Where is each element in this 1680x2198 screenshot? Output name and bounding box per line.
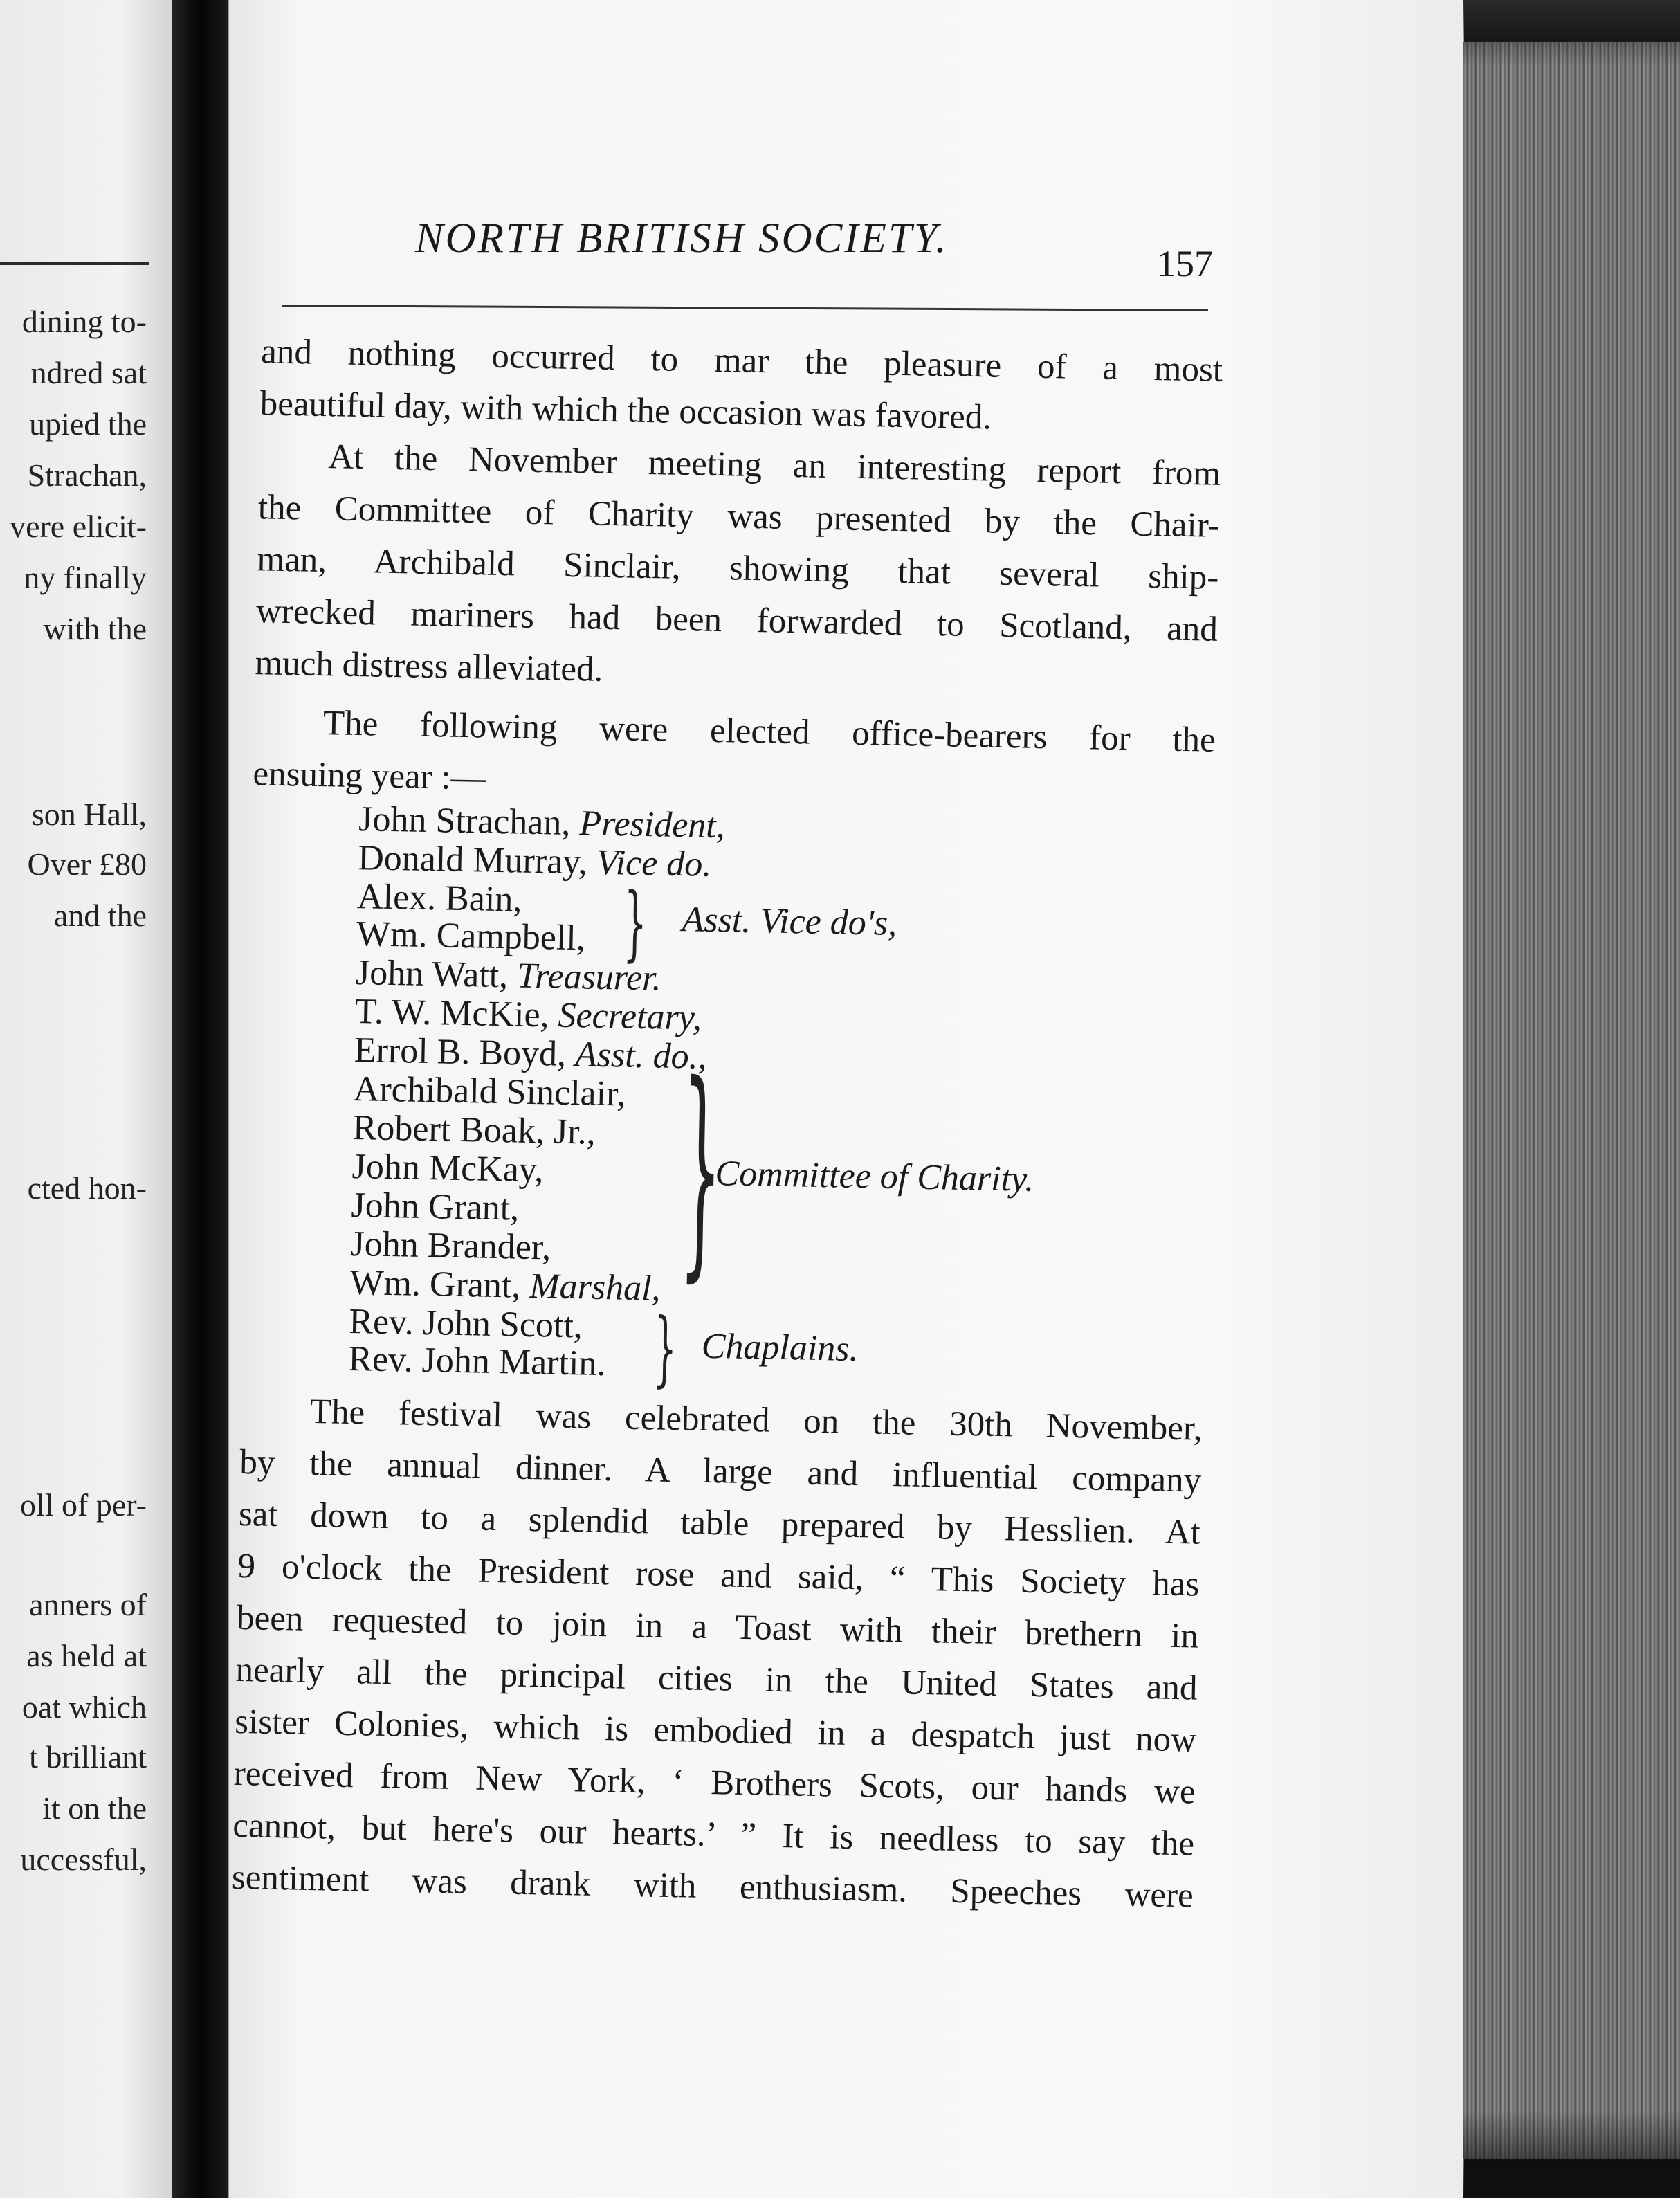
left-page-line: as held at [26,1638,147,1673]
officer-name: Robert Boak, Jr., [352,1108,596,1152]
left-page-line: oat which [21,1689,147,1725]
book-gutter [172,0,228,2198]
officer-name: Rev. John Martin. [347,1338,606,1384]
officer-name: John McKay, [351,1147,545,1190]
officer-name: Rev. John Scott, [348,1301,583,1346]
text-line: wrecked mariners had been forwarded to Scotland, and [255,592,1218,649]
left-page-line: Strachan, [27,457,147,493]
officer-secretary: T. W. McKie, Secretary, [354,992,702,1038]
text-line: been requested to join in a Toast with their brethern in [236,1598,1199,1656]
officer-name: Wm. Campbell, [356,914,586,959]
text-line: cannot, but here's our hearts.’ ” It is needless to say the [232,1806,1195,1864]
text-line: ensuing year :— [253,754,487,798]
officer-asst-secretary: Errol B. Boyd, Asst. do., [354,1030,708,1077]
left-page-line: with the [43,611,147,646]
left-page-line: vere elicit- [10,509,147,544]
officer-name: John Grant, [351,1185,520,1228]
left-page-line: t brilliant [29,1739,147,1774]
text-line: The following were elected office-bearers for the [322,704,1216,760]
left-page-line: ny finally [24,560,147,595]
left-page-line: son Hall, [31,797,147,832]
text-line: much distress alleviated. [255,644,603,689]
brace: } [622,874,648,971]
asst-vice-label: Asst. Vice do's, [682,900,897,944]
text-line: beautiful day, with which the occasion was favored. [259,384,992,437]
left-page-line: uccessful, [20,1842,147,1877]
page-edges-shadow [1463,0,1680,2198]
officer-name: Alex. Bain, [356,877,522,920]
left-facing-page [0,0,172,2198]
chaplains-label: Chaplains. [701,1326,859,1370]
text-line: 9 o'clock the President rose and said, “ This Society has [237,1546,1200,1604]
officer-treasurer: John Watt, Treasurer. [355,953,662,999]
officer-name: John Brander, [350,1224,551,1268]
officer-president: John Strachan, President, [358,799,726,846]
left-page-line: anners of [29,1587,147,1622]
text-line: and nothing occurred to mar the pleasure of a most [260,332,1223,390]
left-page-line: dining to- [21,304,147,339]
left-page-line: oll of per- [19,1487,147,1523]
text-line: The festival was celebrated on the 30th November, [309,1392,1203,1448]
text-line: At the November meeting an interesting report from [327,437,1221,493]
text-line: sentiment was drank with enthusiasm. Speeches were [231,1858,1194,1916]
brace: } [678,1035,724,1302]
text-line: nearly all the principal cities in the United States and [235,1650,1198,1708]
left-page-line: cted hon- [27,1170,147,1206]
left-page-rule [0,262,149,265]
text-line: the Committee of Charity was presented by the Chair- [257,488,1221,545]
text-line: sat down to a splendid table prepared by Hesslien. At [238,1494,1201,1552]
officer-marshal: Wm. Grant, Marshal, [349,1262,661,1309]
left-page-line: ndred sat [30,355,147,390]
officer-name: Archibald Sinclair, [353,1069,626,1114]
committee-of-charity-label: Committee of Charity. [715,1154,1034,1199]
left-page-line: it on the [42,1790,147,1826]
left-page-line: upied the [29,406,147,442]
brace: } [652,1300,678,1397]
text-line: by the annual dinner. A large and influential company [239,1442,1202,1500]
text-line: sister Colonies, which is embodied in a despatch just now [234,1702,1197,1760]
page-number: 157 [1157,243,1213,284]
text-line: received from New York, ‘ Brothers Scots, our hands we [233,1754,1196,1812]
text-line: man, Archibald Sinclair, showing that several ship- [256,540,1219,597]
left-page-line: Over £80 [27,846,147,882]
running-head: NORTH BRITISH SOCIETY. [415,215,949,262]
left-page-line: and the [53,898,147,933]
officer-vice: Donald Murray, Vice do. [357,838,712,884]
